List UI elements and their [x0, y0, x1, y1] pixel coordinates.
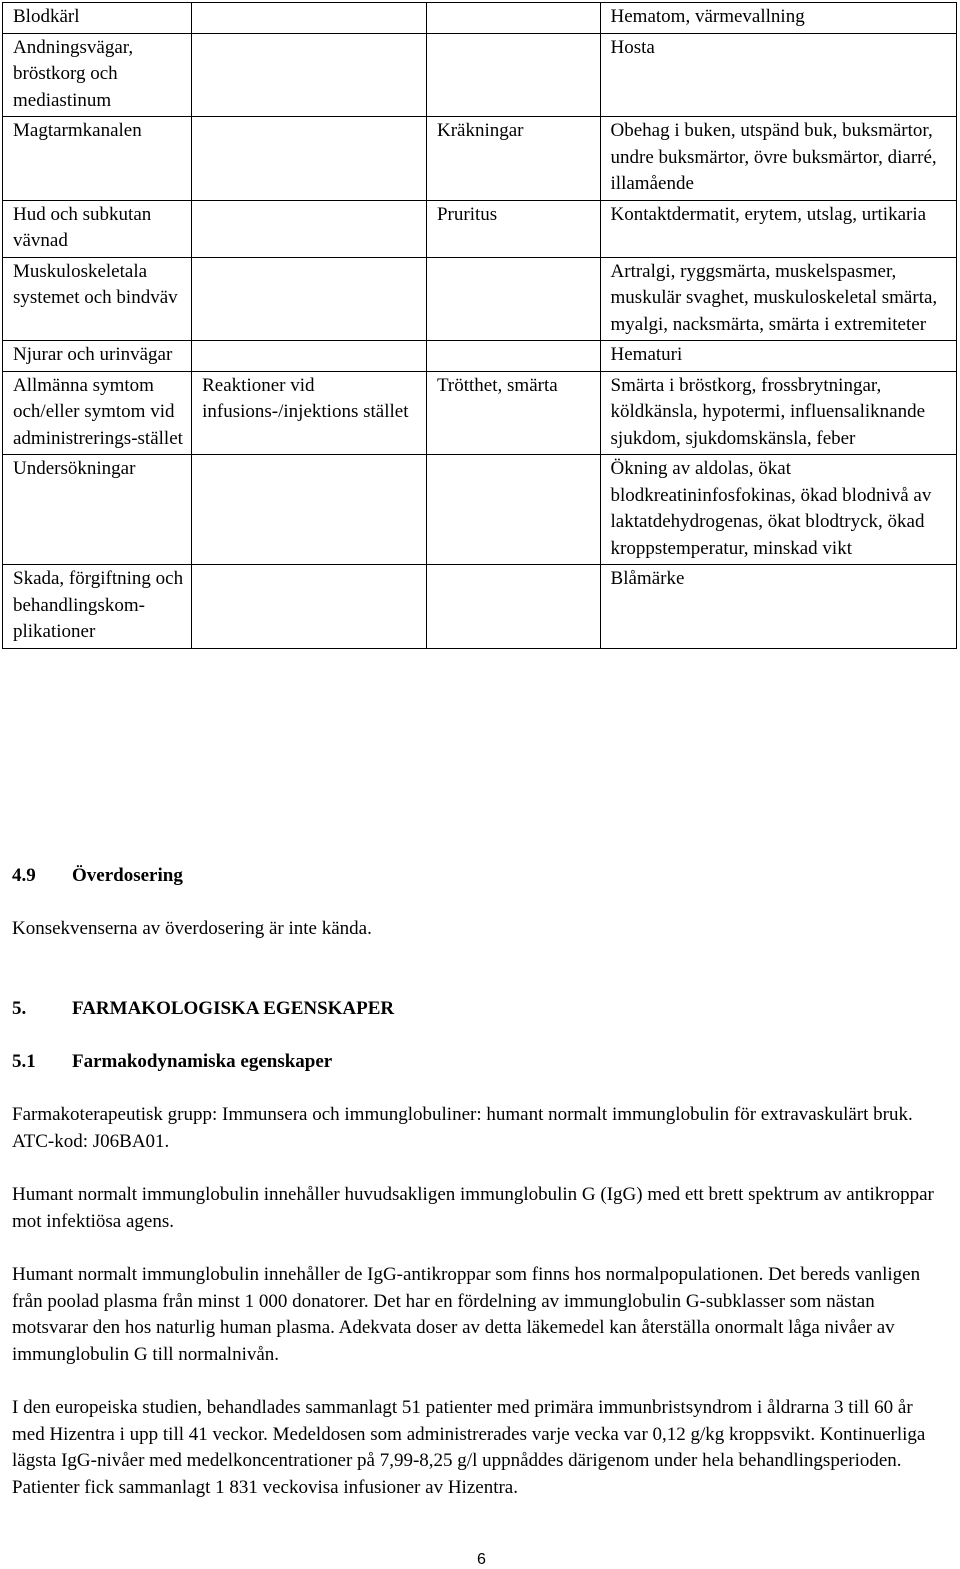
table-cell	[192, 33, 427, 117]
table-cell: Smärta i bröstkorg, frossbrytningar, köldkänsla, hypotermi, influensaliknande sjukdom, sjukdomskänsla, feber	[600, 371, 956, 455]
table-row	[3, 341, 957, 372]
table-cell: Kräkningar	[426, 117, 600, 201]
section-title: Farmakodynamiska egenskaper	[72, 1051, 333, 1072]
table-row	[3, 3, 957, 34]
table-row	[3, 257, 957, 341]
table-cell	[192, 117, 427, 201]
section-number: 4.9	[12, 865, 36, 886]
table-cell: Hosta	[600, 33, 956, 117]
soc-cell: Andningsvägar, bröstkorg och mediastinum	[3, 33, 192, 117]
table-row	[3, 455, 957, 565]
table-cell	[426, 565, 600, 649]
paragraph: Humant normalt immunglobulin innehåller de IgG-antikroppar som finns hos normalpopulationen. Det bereds vanligen från poolad plasma från minst 1 000 donatorer. Det har en fördelning av immunglobulin G-subklasser som nästan motsvarar den hos naturlig human plasma. Adekvata doser av detta läkemedel kan återställa onormalt låga nivåer av immunglobulin G till normalnivån.	[12, 1264, 921, 1365]
paragraph: I den europeiska studien, behandlades sammanlagt 51 patienter med primära immunbristsyndrom i åldrarna 3 till 60 år med Hizentra i upp till 41 veckor. Medeldosen som administrerades varje vecka var 0,12 g/kg kroppsvikt. Kontinuerliga lägsta IgG-nivåer med medelkoncentrationer på 7,99-8,25 g/l uppnåddes därigenom under hela behandlingsperioden. Patienter fick sammanlagt 1 831 veckovisa infusioner av Hizentra.	[12, 1397, 926, 1498]
table-row	[3, 371, 957, 455]
table-cell	[426, 3, 600, 34]
section-heading-5-1	[12, 1049, 947, 1076]
soc-cell: Blodkärl	[3, 3, 192, 34]
table-cell	[426, 33, 600, 117]
table-cell	[426, 455, 600, 565]
soc-cell: Skada, förgiftning och behandlingskom-plikationer	[3, 565, 192, 649]
table-row	[3, 117, 957, 201]
table-cell	[192, 565, 427, 649]
overdose-text: Konsekvenserna av överdosering är inte kända.	[12, 918, 372, 939]
table-cell	[192, 257, 427, 341]
table-cell	[192, 341, 427, 372]
soc-cell: Magtarmkanalen	[3, 117, 192, 201]
table-row	[3, 200, 957, 257]
table-cell	[192, 200, 427, 257]
soc-cell: Undersökningar	[3, 455, 192, 565]
table-cell	[192, 3, 427, 34]
table-cell: Reaktioner vid infusions-/injektions stället	[192, 371, 427, 455]
table-cell: Artralgi, ryggsmärta, muskelspasmer, muskulär svaghet, muskuloskeletal smärta, myalgi, nacksmärta, smärta i extremiteter	[600, 257, 956, 341]
table-cell: Blåmärke	[600, 565, 956, 649]
table-cell: Ökning av aldolas, ökat blodkreatininfosfokinas, ökad blodnivå av laktatdehydrogenas, ökat blodtryck, ökad kroppstemperatur, minskad vikt	[600, 455, 956, 565]
section-heading-5	[12, 996, 947, 1023]
table-cell: Pruritus	[426, 200, 600, 257]
section-number: 5.	[12, 998, 27, 1019]
table-cell: Obehag i buken, utspänd buk, buksmärtor, undre buksmärtor, övre buksmärtor, diarré, illamående	[600, 117, 956, 201]
page-number: 6	[477, 1551, 486, 1568]
table-row	[3, 33, 957, 117]
table-cell	[426, 341, 600, 372]
paragraph: Farmakoterapeutisk grupp: Immunsera och immunglobuliner: humant normalt immunglobulin för extravaskulärt bruk. ATC-kod: J06BA01.	[12, 1104, 913, 1152]
soc-cell: Muskuloskeletala systemet och bindväv	[3, 257, 192, 341]
table-cell: Kontaktdermatit, erytem, utslag, urtikaria	[600, 200, 956, 257]
soc-cell: Njurar och urinvägar	[3, 341, 192, 372]
paragraph: Humant normalt immunglobulin innehåller huvudsakligen immunglobulin G (IgG) med ett brett spektrum av antikroppar mot infektiösa agens.	[12, 1184, 934, 1232]
section-title: FARMAKOLOGISKA EGENSKAPER	[72, 998, 395, 1019]
soc-cell: Allmänna symtom och/eller symtom vid administrerings-stället	[3, 371, 192, 455]
adverse-reactions-table	[2, 2, 957, 649]
table-cell: Trötthet, smärta	[426, 371, 600, 455]
section-heading-4-9	[12, 863, 947, 890]
soc-cell: Hud och subkutan vävnad	[3, 200, 192, 257]
table-cell	[426, 257, 600, 341]
table-cell: Hematuri	[600, 341, 956, 372]
table-cell: Hematom, värmevallning	[600, 3, 956, 34]
section-number: 5.1	[12, 1051, 36, 1072]
table-cell	[192, 455, 427, 565]
section-title: Överdosering	[72, 865, 183, 886]
table-row	[3, 565, 957, 649]
